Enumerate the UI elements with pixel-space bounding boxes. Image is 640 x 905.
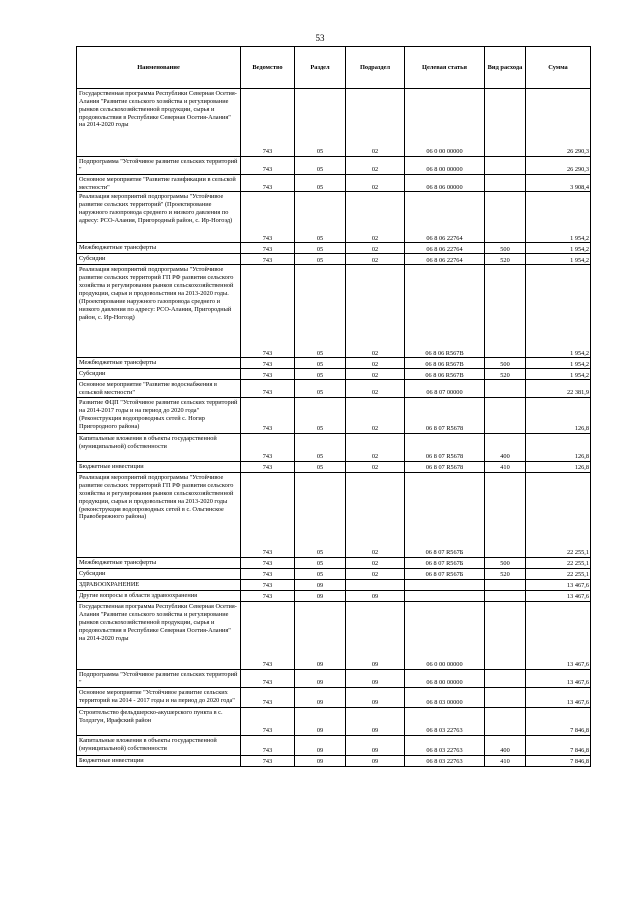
cell-razdel: 05 [295,462,346,473]
cell-vr: 410 [485,462,526,473]
cell-cs: 06 8 06 22764 [405,254,485,265]
cell-razdel: 05 [295,434,346,462]
cell-ved: 743 [241,434,295,462]
cell-razdel: 05 [295,265,346,358]
cell-vr [485,265,526,358]
table-row [77,591,591,602]
cell-summa: 1 954,2 [526,358,591,369]
cell-name: Субсидии [77,569,241,580]
cell-name: Развитие ФЦП "Устойчивое развитие сельских территорий на 2014-2017 годы и на период до 2020 года" (Реконструкция водопроводных сетей с. Ногир Пригородного района) [77,398,241,434]
cell-ved: 743 [241,755,295,766]
table-row [77,580,591,591]
cell-summa: 7 846,8 [526,735,591,755]
cell-razdel: 09 [295,580,346,591]
table-row [77,192,591,243]
cell-podrazdel: 02 [346,558,405,569]
cell-podrazdel: 09 [346,591,405,602]
cell-vr [485,580,526,591]
cell-summa: 126,8 [526,434,591,462]
cell-vr [485,89,526,157]
cell-ved: 743 [241,591,295,602]
cell-podrazdel: 09 [346,687,405,707]
cell-razdel: 09 [295,687,346,707]
budget-table [76,46,591,767]
cell-ved: 743 [241,707,295,735]
cell-vr [485,707,526,735]
table-row [77,434,591,462]
cell-name: ЗДРАВООХРАНЕНИЕ [77,580,241,591]
cell-summa: 26 290,3 [526,157,591,175]
table-row [77,369,591,380]
cell-podrazdel: 02 [346,265,405,358]
cell-vr: 500 [485,243,526,254]
cell-name: Основное мероприятие "Развитие водоснабжения в сельской местности" [77,380,241,398]
cell-name: Реализация мероприятий подпрограммы "Устойчивое развитие сельских территорий ГП РФ развития сельского хозяйства и регулирования рынков сельскохозяйственной продукции, сырья и продовольствия на 2013-2020 годы (реконструкция водопроводных сетей в с. Ольгинское Правобережного района) [77,473,241,558]
cell-razdel: 05 [295,243,346,254]
cell-ved: 743 [241,369,295,380]
cell-name: Капитальные вложения в объекты государственной (муниципальной) собственности [77,735,241,755]
cell-name: Капитальные вложения в объекты государственной (муниципальной) собственности [77,434,241,462]
header-summa: Сумма [526,47,591,89]
cell-ved: 743 [241,735,295,755]
cell-podrazdel: 09 [346,735,405,755]
cell-cs: 06 8 07 R5678 [405,398,485,434]
cell-name: Строительство фельдшерско-акушерского пункта в с. Толдзгун, Ирафский район [77,707,241,735]
cell-vr [485,602,526,670]
cell-vr [485,380,526,398]
table-row [77,569,591,580]
cell-ved: 743 [241,192,295,243]
cell-ved: 743 [241,89,295,157]
cell-vr [485,192,526,243]
cell-cs: 06 8 06 22764 [405,192,485,243]
cell-summa: 13 467,6 [526,687,591,707]
cell-name: Субсидии [77,254,241,265]
cell-podrazdel: 02 [346,569,405,580]
cell-name: Государственная программа Республики Северная Осетия-Алания "Развитие сельского хозяйства и регулирование рынков сельскохозяйственной продукции, сырья и продовольствия в Республике Северная Осетия-Алания" на 2014-2020 годы [77,89,241,157]
cell-podrazdel: 09 [346,755,405,766]
cell-name: Реализация мероприятий подпрограммы "Устойчивое развитие сельских территорий ГП РФ развития сельского хозяйства и регулирования рынков сельскохозяйственной продукции, сырья и продовольствия на 2013-2020 годы. (Проектирование наружного газопровода среднего и низкого давления по адресу: РСО-Алания, Пригородный район, с. Ир-Ногоэд) [77,265,241,358]
cell-summa: 126,8 [526,398,591,434]
cell-podrazdel: 02 [346,254,405,265]
cell-ved: 743 [241,670,295,688]
cell-vr: 400 [485,735,526,755]
cell-razdel: 05 [295,254,346,265]
cell-vr: 520 [485,369,526,380]
cell-summa: 7 846,8 [526,755,591,766]
cell-name: Межбюджетные трансферты [77,558,241,569]
cell-name: Государственная программа Республики Северная Осетия-Алания "Развитие сельского хозяйства и регулирование рынков сельскохозяйственной продукции, сырья и продовольствия в Республике Северная Осетия-Алания" на 2014-2020 годы [77,602,241,670]
cell-ved: 743 [241,254,295,265]
cell-ved: 743 [241,380,295,398]
header-ved: Ведомство [241,47,295,89]
cell-podrazdel [346,580,405,591]
cell-ved: 743 [241,358,295,369]
cell-cs: 06 8 06 22764 [405,243,485,254]
header-vr: Вид расхода [485,47,526,89]
cell-summa: 3 908,4 [526,174,591,192]
cell-razdel: 05 [295,398,346,434]
cell-ved: 743 [241,558,295,569]
page-number: 53 [315,33,325,43]
cell-cs: 06 8 00 00000 [405,670,485,688]
table-row [77,473,591,558]
table-row [77,687,591,707]
table-row [77,602,591,670]
table-row [77,398,591,434]
cell-name: Основное мероприятие "Развитие газификации в сельской местности" [77,174,241,192]
cell-summa: 13 467,6 [526,591,591,602]
cell-ved: 743 [241,569,295,580]
cell-name: Бюджетные инвестиции [77,462,241,473]
cell-podrazdel: 09 [346,602,405,670]
cell-podrazdel: 09 [346,707,405,735]
cell-summa: 22 255,1 [526,473,591,558]
cell-vr [485,591,526,602]
table-row [77,462,591,473]
cell-vr: 520 [485,569,526,580]
cell-podrazdel: 09 [346,670,405,688]
cell-name: Подпрограмма "Устойчивое развитие сельских территорий " [77,157,241,175]
cell-vr: 400 [485,434,526,462]
cell-cs: 06 0 00 00000 [405,602,485,670]
table-body [77,89,591,767]
cell-razdel: 05 [295,380,346,398]
cell-summa: 22 255,1 [526,569,591,580]
cell-summa: 1 954,2 [526,192,591,243]
cell-vr: 500 [485,358,526,369]
cell-cs [405,580,485,591]
table-row [77,735,591,755]
cell-cs: 06 8 07 R567Б [405,569,485,580]
cell-name: Межбюджетные трансферты [77,358,241,369]
cell-cs: 06 8 03 00000 [405,687,485,707]
cell-podrazdel: 02 [346,358,405,369]
cell-summa: 1 954,2 [526,369,591,380]
cell-cs: 06 8 07 00000 [405,380,485,398]
cell-vr [485,398,526,434]
cell-summa: 13 467,6 [526,580,591,591]
cell-summa: 13 467,6 [526,670,591,688]
cell-cs: 06 0 00 00000 [405,89,485,157]
cell-razdel: 05 [295,358,346,369]
cell-summa: 7 846,8 [526,707,591,735]
cell-podrazdel: 02 [346,89,405,157]
table-row [77,157,591,175]
cell-cs: 06 8 07 R5678 [405,434,485,462]
cell-podrazdel: 02 [346,380,405,398]
cell-ved: 743 [241,157,295,175]
cell-podrazdel: 02 [346,462,405,473]
cell-podrazdel: 02 [346,243,405,254]
table-header-row [77,47,591,89]
cell-summa: 13 467,6 [526,602,591,670]
cell-razdel: 05 [295,569,346,580]
cell-vr [485,473,526,558]
cell-name: Подпрограмма "Устойчивое развитие сельских территорий " [77,670,241,688]
cell-ved: 743 [241,473,295,558]
cell-ved: 743 [241,580,295,591]
table-row [77,254,591,265]
cell-name: Реализация мероприятий подпрограммы "Устойчивое развитие сельских территорий" (Проектирование наружного газопровода среднего и низкого давления по адресу: РСО-Алания, Пригородный район, с. Ир-Ногоэд) [77,192,241,243]
cell-summa: 22 381,9 [526,380,591,398]
header-cs: Целевая статья [405,47,485,89]
cell-razdel: 09 [295,670,346,688]
cell-summa: 1 954,2 [526,243,591,254]
table-row [77,558,591,569]
cell-razdel: 05 [295,369,346,380]
cell-ved: 743 [241,398,295,434]
cell-cs: 06 8 07 R567Б [405,558,485,569]
cell-vr: 520 [485,254,526,265]
cell-razdel: 09 [295,707,346,735]
cell-vr [485,174,526,192]
cell-name: Субсидии [77,369,241,380]
cell-razdel: 05 [295,89,346,157]
cell-vr [485,687,526,707]
table-row [77,174,591,192]
table-row [77,755,591,766]
cell-cs: 06 8 03 22763 [405,707,485,735]
cell-razdel: 05 [295,192,346,243]
cell-ved: 743 [241,265,295,358]
cell-podrazdel: 02 [346,157,405,175]
cell-cs [405,591,485,602]
cell-razdel: 05 [295,473,346,558]
cell-name: Межбюджетные трансферты [77,243,241,254]
cell-vr: 410 [485,755,526,766]
cell-razdel: 09 [295,755,346,766]
table-row [77,89,591,157]
table-row [77,243,591,254]
cell-cs: 06 8 07 R567Б [405,473,485,558]
cell-summa: 1 954,2 [526,254,591,265]
table-row [77,380,591,398]
cell-cs: 06 8 00 00000 [405,157,485,175]
cell-razdel: 05 [295,558,346,569]
cell-name: Другие вопросы в области здравоохранения [77,591,241,602]
table-row [77,670,591,688]
cell-summa: 126,8 [526,462,591,473]
header-razdel: Раздел [295,47,346,89]
cell-razdel: 05 [295,174,346,192]
cell-vr: 500 [485,558,526,569]
cell-razdel: 09 [295,735,346,755]
cell-cs: 06 8 03 22763 [405,755,485,766]
cell-razdel: 09 [295,602,346,670]
table-row [77,707,591,735]
cell-ved: 743 [241,174,295,192]
cell-podrazdel: 02 [346,473,405,558]
cell-podrazdel: 02 [346,174,405,192]
cell-ved: 743 [241,602,295,670]
cell-vr [485,157,526,175]
header-podrazdel: Подраздел [346,47,405,89]
cell-podrazdel: 02 [346,369,405,380]
table-row [77,265,591,358]
cell-name: Бюджетные инвестиции [77,755,241,766]
cell-podrazdel: 02 [346,434,405,462]
cell-razdel: 05 [295,157,346,175]
cell-summa: 26 290,3 [526,89,591,157]
table-row [77,358,591,369]
cell-ved: 743 [241,243,295,254]
cell-vr [485,670,526,688]
header-name: Наименование [77,47,241,89]
cell-razdel: 09 [295,591,346,602]
cell-cs: 06 8 06 00000 [405,174,485,192]
cell-summa: 1 954,2 [526,265,591,358]
cell-cs: 06 8 03 22763 [405,735,485,755]
cell-podrazdel: 02 [346,192,405,243]
cell-summa: 22 255,1 [526,558,591,569]
cell-cs: 06 8 06 R567В [405,369,485,380]
cell-podrazdel: 02 [346,398,405,434]
cell-name: Основное мероприятие "Устойчивое развитие сельских территорий на 2014 - 2017 годы и на период до 2020 года" [77,687,241,707]
cell-cs: 06 8 06 R567В [405,265,485,358]
cell-cs: 06 8 06 R567В [405,358,485,369]
cell-cs: 06 8 07 R5678 [405,462,485,473]
cell-ved: 743 [241,462,295,473]
cell-ved: 743 [241,687,295,707]
